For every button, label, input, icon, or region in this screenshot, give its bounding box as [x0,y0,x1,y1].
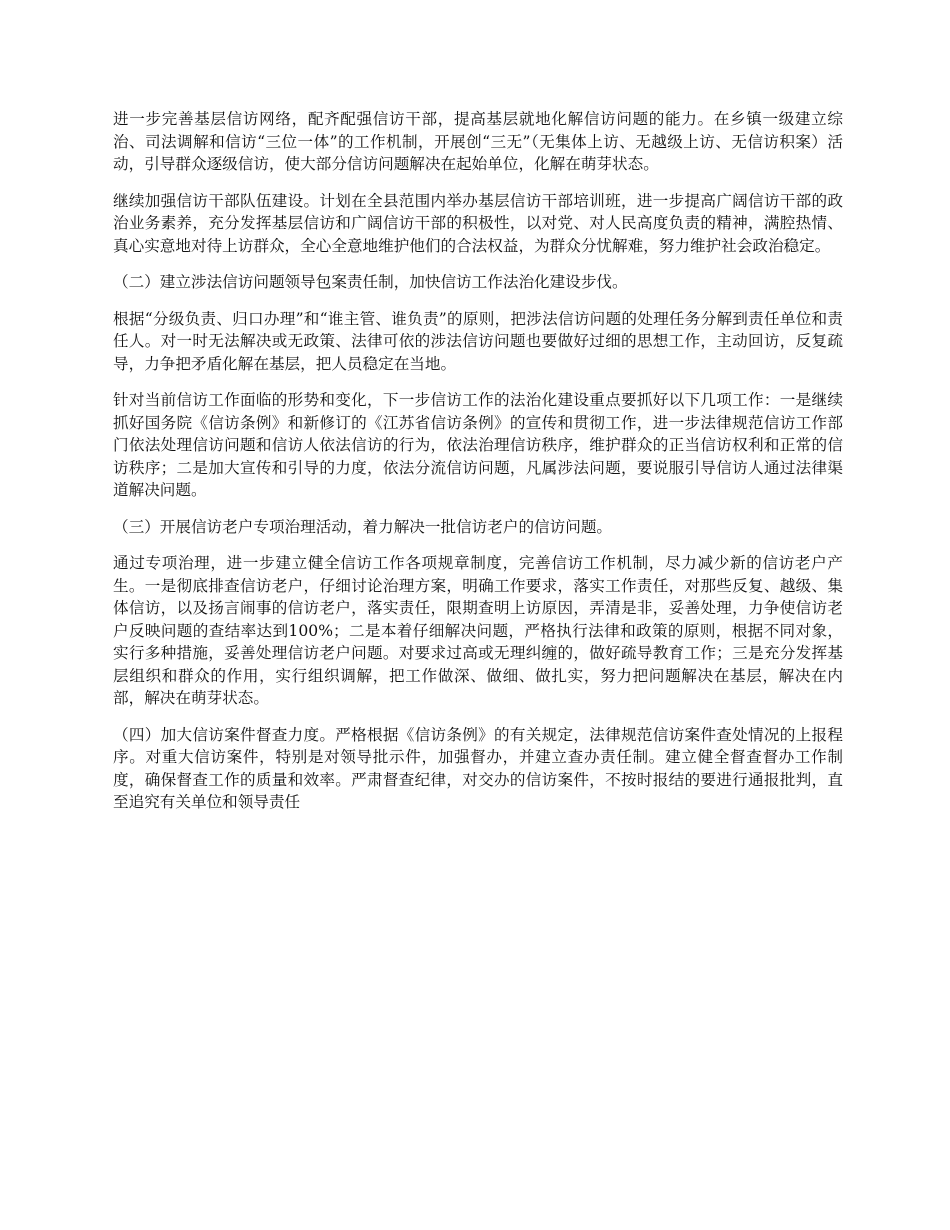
paragraph-grassroots-network: 进一步完善基层信访网络，配齐配强信访干部，提高基层就地化解信访问题的能力。在乡镇一级建立综治、司法调解和信访“三位一体”的工作机制，开展创“三无”（无集体上访、无越级上访、无信访积案）活动，引导群众逐级信访，使大部分信访问题解决在起始单位，化解在萌芽状态。 [113,110,843,173]
paragraph-rule-of-law: 针对当前信访工作面临的形势和变化，下一步信访工作的法治化建设重点要抓好以下几项工作：一是继续抓好国务院《信访条例》和新修订的《江苏省信访条例》的宣传和贯彻工作，进一步法律规范信访工作部门依法处理信访问题和信访人依法信访的行为，依法治理信访秩序，维护群众的正当信访权利和正常的信访秩序；二是加大宣传和引导的力度，依法分流信访问题，凡属涉法问题，要说服引导信访人通过法律渠道解决问题。 [113,391,843,499]
document-body [113,108,843,828]
paragraph-responsibility-principle: 根据“分级负责、归口办理”和“谁主管、谁负责”的原则，把涉法信访问题的处理任务分解到责任单位和责任人。对一时无法解决或无政策、法律可依的涉法信访问题也要做好过细的思想工作，主动回访，反复疏导，力争把矛盾化解在基层，把人员稳定在当地。 [113,309,843,373]
section-heading-2: （二）建立涉法信访问题领导包案责任制，加快信访工作法治化建设步伐。 [113,273,628,291]
paragraph-special-governance: 通过专项治理，进一步建立健全信访工作各项规章制度，完善信访工作机制，尽力减少新的信访老户产生。一是彻底排查信访老户，仔细讨论治理方案，明确工作要求，落实工作责任，对那些反复、越级、集体信访，以及扬言闹事的信访老户，落实责任，限期查明上访原因，弄清是非，妥善处理，力争使信访老户反映问题的查结率达到100%；二是本着仔细解决问题，严格执行法律和政策的原则，根据不同对象，实行多种措施，妥善处理信访老户问题。对要求过高或无理纠缠的，做好疏导教育工作；三是充分发挥基层组织和群众的作用，实行组织调解，把工作做深、做细、做扎实，努力把问题解决在基层，解决在内部，解决在萌芽状态。 [113,554,843,707]
section-heading-3: （三）开展信访老户专项治理活动，着力解决一批信访老户的信访问题。 [113,517,613,536]
section-heading-4: （四）加大信访案件督查力度。严格根据《信访条例》的有关规定，法律规范信访案件查处情况的上报程序。对重大信访案件，特别是对领导批示件，加强督办，并建立查办责任制。建立健全督查督办工作制度，确保督查工作的质量和效率。严肃督查纪律，对交办的信访案件，不按时报结的要进行通报批判，直至追究有关单位和领导责任 [113,725,843,811]
paragraph-cadre-team: 继续加强信访干部队伍建设。计划在全县范围内举办基层信访干部培训班，进一步提高广阔信访干部的政治业务素养，充分发挥基层信访和广阔信访干部的积极性，以对党、对人民高度负责的精神，满腔热情、真心实意地对待上访群众，全心全意地维护他们的合法权益，为群众分忧解难，努力维护社会政治稳定。 [113,191,843,255]
